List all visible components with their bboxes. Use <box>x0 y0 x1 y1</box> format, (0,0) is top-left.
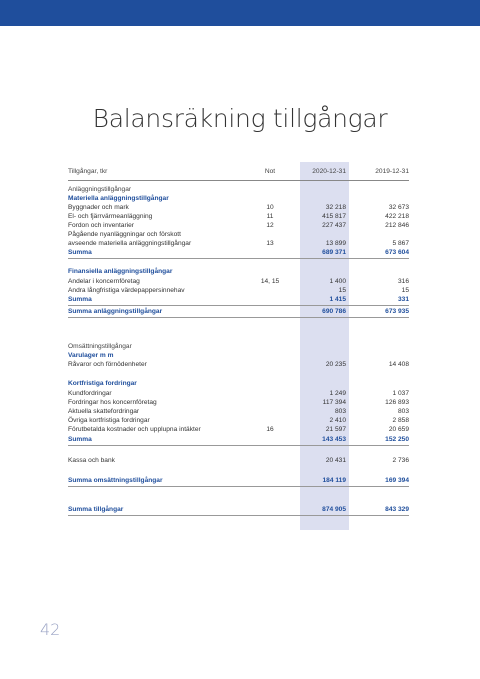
row-value-2019: 2 736 <box>392 457 409 464</box>
subtotal-row <box>68 434 409 446</box>
row-value-2020: 184 119 <box>322 477 346 484</box>
row-value-2019: 20 659 <box>388 426 409 433</box>
row-value-2019: 126 893 <box>385 399 409 406</box>
row-value-2020: 227 437 <box>322 222 346 229</box>
row-label: Övriga kortfristiga fordringar <box>68 417 150 424</box>
row-label: Fordon och inventarier <box>68 222 134 229</box>
total-row <box>68 306 409 318</box>
row-value-2020: 13 899 <box>325 240 346 247</box>
row-value-2020: 20 235 <box>325 361 346 368</box>
page-title: Balansräkning tillgångar <box>92 104 388 133</box>
row-value-2020: 2 410 <box>329 417 346 424</box>
row-value-2019: 673 604 <box>385 249 409 256</box>
table-header <box>68 166 409 177</box>
header-col-2019: 2019-12-31 <box>375 168 409 175</box>
row-value-2020: 143 453 <box>322 436 346 443</box>
row-value-2019: 169 394 <box>385 477 409 484</box>
row-label: Summa <box>68 296 92 303</box>
row-value-2020: 15 <box>338 287 346 294</box>
row-value-2019: 331 <box>397 296 409 303</box>
header-note: Not <box>264 168 276 175</box>
row-note: 10 <box>266 204 274 211</box>
row-note: 12 <box>266 222 274 229</box>
row-value-2020: 803 <box>334 408 346 415</box>
row-value-2020: 117 394 <box>322 399 346 406</box>
row-value-2020: 1 400 <box>329 278 346 285</box>
header-col-2020: 2020-12-31 <box>312 168 346 175</box>
row-value-2019: 2 858 <box>392 417 409 424</box>
row-note: 14, 15 <box>260 278 280 285</box>
row-value-2019: 14 408 <box>388 361 409 368</box>
row-value-2019: 152 250 <box>385 436 409 443</box>
subtotal-row <box>68 247 409 259</box>
row-value-2019: 5 867 <box>392 240 409 247</box>
table-row <box>68 359 409 370</box>
row-value-2020: 874 905 <box>322 506 346 513</box>
row-value-2019: 422 218 <box>385 213 409 220</box>
row-note: 16 <box>266 426 274 433</box>
row-label: Kundfordringar <box>68 390 112 397</box>
row-label: avseende materiella anläggningstillgångar <box>68 240 192 247</box>
grand-total-row <box>68 504 409 516</box>
row-value-2019: 32 673 <box>388 204 409 211</box>
row-label: Andra långfristiga värdepappersinnehav <box>68 287 185 294</box>
row-label: Byggnader och mark <box>68 204 129 211</box>
row-label: Summa <box>68 249 92 256</box>
row-value-2019: 212 846 <box>385 222 409 229</box>
row-note: 13 <box>266 240 274 247</box>
row-label: Aktuella skattefordringar <box>68 408 140 415</box>
row-value-2020: 32 218 <box>325 204 346 211</box>
header-label: Tillgångar, tkr <box>68 168 108 175</box>
row-label: Materiella anläggningstillgångar <box>68 195 169 202</box>
row-label: Råvaror och förnödenheter <box>68 361 147 368</box>
row-label: El- och fjärrvärmeanläggning <box>68 213 153 220</box>
row-label: Summa tillgångar <box>68 506 124 513</box>
row-label: Summa omsättningstillgångar <box>68 477 163 484</box>
row-label: Summa anläggningstillgångar <box>68 308 163 315</box>
row-value-2019: 803 <box>397 408 409 415</box>
page-number: 42 <box>40 620 61 639</box>
row-label: Kassa och bank <box>68 457 115 464</box>
row-value-2019: 15 <box>401 287 409 294</box>
row-value-2020: 415 817 <box>322 213 346 220</box>
row-label: Pågående nyanläggningar och förskott <box>68 231 181 238</box>
row-label: Förutbetalda kostnader och upplupna intäkter <box>68 426 201 433</box>
row-value-2020: 1 249 <box>329 390 346 397</box>
row-label: Kortfristiga fordringar <box>68 380 137 387</box>
row-value-2020: 689 371 <box>322 249 346 256</box>
row-label: Anläggningstillgångar <box>68 186 132 193</box>
row-value-2019: 1 037 <box>392 390 409 397</box>
row-value-2020: 21 597 <box>325 426 346 433</box>
row-note: 11 <box>266 213 274 220</box>
row-label: Finansiella anläggningstillgångar <box>68 268 173 275</box>
row-value-2019: 673 935 <box>385 308 409 315</box>
row-label: Andelar i koncernföretag <box>68 278 140 285</box>
row-label: Varulager m m <box>68 352 114 359</box>
table-row <box>68 455 409 466</box>
subtotal-row <box>68 294 409 306</box>
row-value-2020: 1 415 <box>329 296 346 303</box>
row-label: Omsättningstillgångar <box>68 343 132 350</box>
total-row <box>68 475 409 487</box>
row-value-2020: 690 786 <box>322 308 346 315</box>
top-bar <box>0 0 480 26</box>
row-value-2020: 20 431 <box>325 457 346 464</box>
header-divider <box>68 180 409 181</box>
row-value-2019: 316 <box>397 278 409 285</box>
row-label: Summa <box>68 436 92 443</box>
row-value-2019: 843 329 <box>385 506 409 513</box>
row-label: Fordringar hos koncernföretag <box>68 399 157 406</box>
